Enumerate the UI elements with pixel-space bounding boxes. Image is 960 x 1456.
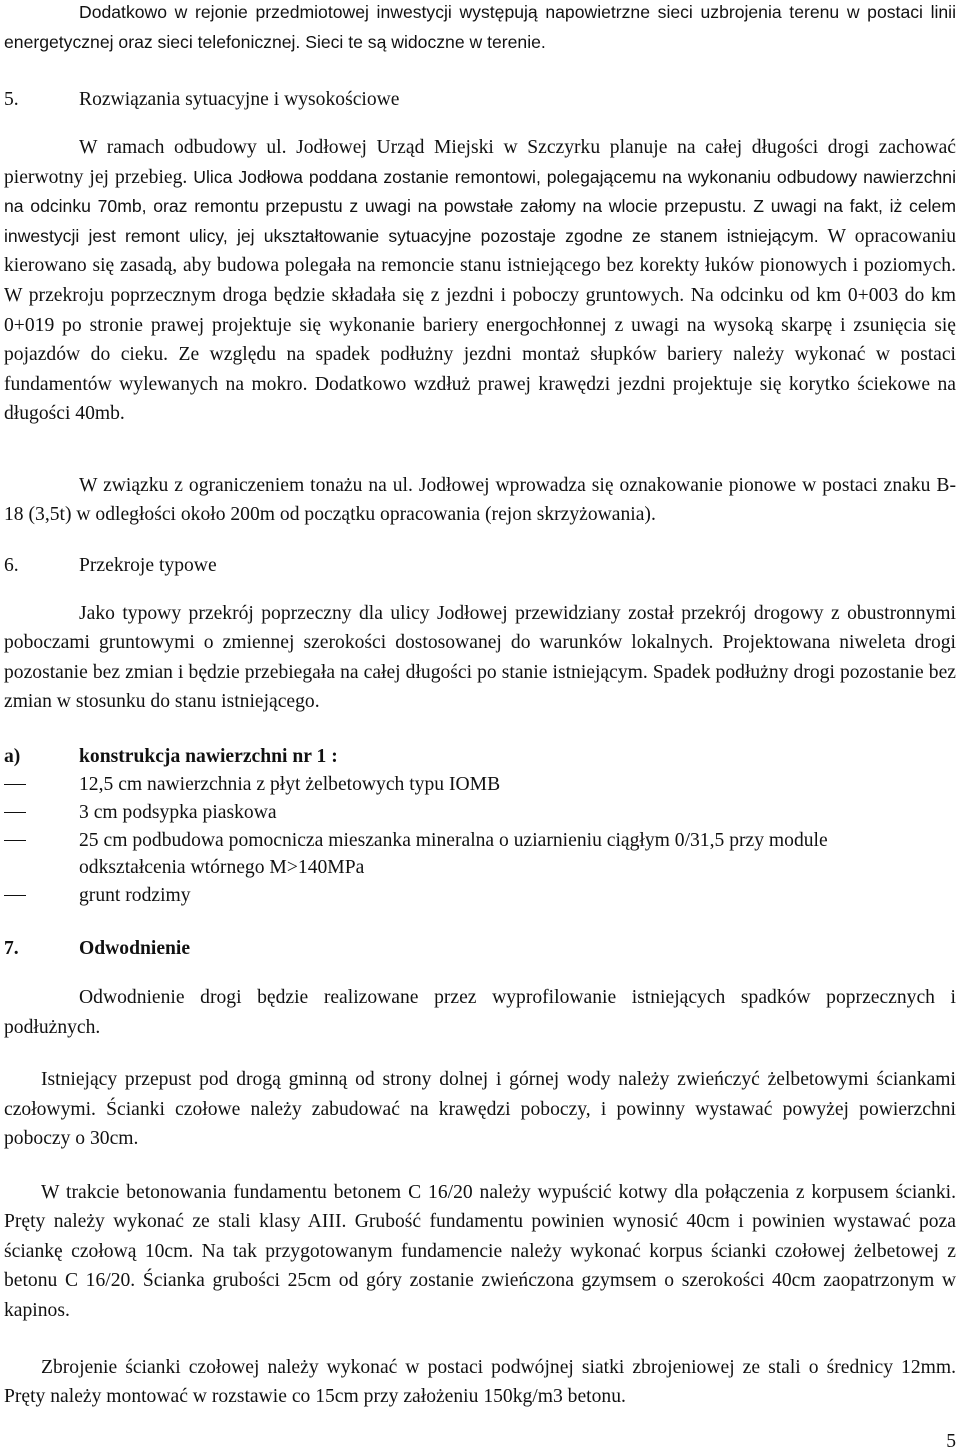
construction-title: konstrukcja nawierzchni nr 1 : xyxy=(79,746,338,767)
construction-label: a) xyxy=(4,746,21,767)
section-5-p1-serif: W ramach odbudowy ul. Jodłowej Urząd Miejski w Szczyrku planuje na całej długości drogi zachować pierwotny jej przebieg. xyxy=(4,137,956,188)
section-6-number: 6. xyxy=(4,555,19,576)
section-5-paragraph-1 xyxy=(4,133,956,429)
dash-bullet-icon xyxy=(4,784,26,785)
section-7-paragraph-4: Zbrojenie ścianki czołowej należy wykonać w postaci podwójnej siatki zbrojeniowej ze stali o średnicy 12mm. Pręty należy montować w rozstawie co 15cm przy założeniu 150kg/m3 betonu. xyxy=(4,1357,956,1408)
dash-bullet-icon xyxy=(4,812,26,813)
dash-bullet-icon xyxy=(4,895,26,896)
layers-list xyxy=(4,771,904,910)
section-7-number: 7. xyxy=(4,938,19,959)
section-5-number: 5. xyxy=(4,89,19,110)
section-5-title: Rozwiązania sytuacyjne i wysokościowe xyxy=(79,89,400,110)
section-5-paragraph-2: W związku z ograniczeniem tonażu na ul. Jodłowej wprowadza się oznakowanie pionowe w postaci znaku B-18 (3,5t) w odległości około 200m od początku opracowania (rejon skrzyżowania). xyxy=(4,475,956,525)
section-5-p1-rest: W opracowaniu kierowano się zasadą, aby budowa polegała na remoncie stanu istniejącego bez korekty łuków pionowych i poziomych. W przekroju poprzecznym droga będzie składała się z jezdni i poboczy gruntowych. Na odcinku od km 0+003 do km 0+019 po stronie prawej projektuje się wykonanie bariery energochłonnej z uwagi na wysoką skarpę i zsunięcia się pojazdów do cieku. Ze względu na spadek podłużny jezdni montaż słupków bariery należy wykonać w postaci fundamentów wylewanych na mokro. Dodatkowo wzdłuż prawej krawędzi jezdni projektuje się korytko ściekowe na długości 40mb. xyxy=(4,225,957,425)
list-item: 25 cm podbudowa pomocnicza mieszanka mineralna o uziarnieniu ciągłym 0/31,5 przy module odkształcenia wtórnego M>140MPa xyxy=(4,827,904,883)
section-5-p1-sans: Ulica Jodłowa poddana zostanie remontowi, polegającemu na wykonaniu odbudowy nawierzchni na odcinku 70mb, oraz remontu przepustu z uwagi na powstałe załomy na wlocie przepustu. Z uwagi na fakt, iż celem inwestycji jest remont ulicy, jej ukształtowanie sytuacyjne pozostaje zgodne ze stanem istniejącym. xyxy=(4,166,956,246)
section-6-paragraph-1: Jako typowy przekrój poprzeczny dla ulicy Jodłowej przewidziany został przekrój drogowy z obustronnymi poboczami gruntowymi o zmiennej szerokości dostosowanej do warunków lokalnych. Projektowana niweleta drogi pozostanie bez zmian i będzie przebiegała na całej długości po stanie istniejącym. Spadek podłużny drogi pozostanie bez zmian w stosunku do stanu istniejącego. xyxy=(4,603,956,713)
list-item: 12,5 cm nawierzchnia z płyt żelbetowych typu IOMB xyxy=(4,771,904,799)
section-7-paragraph-1: Odwodnienie drogi będzie realizowane przez wyprofilowanie istniejących spadków poprzecznych i podłużnych. xyxy=(4,987,956,1038)
section-7-paragraph-3: W trakcie betonowania fundamentu betonem C 16/20 należy wypuścić kotwy dla połączenia z korpusem ścianki. Pręty należy wykonać ze stali klasy AIII. Grubość fundamentu powinien wynosić 40cm i powinien wystawać poza ściankę czołową 10cm. Na tak przygotowanym fundamencie należy wykonać korpus ścianki czołowej żelbetowej z betonu C 16/20. Ścianka grubości 25cm od góry zostanie zwieńczona gzymsem o szerokości 40cm zaopatrzonym w kapinos. xyxy=(4,1182,956,1321)
section-7-paragraph-2: Istniejący przepust pod drogą gminną od strony dolnej i górnej wody należy zwieńczyć żelbetowymi ściankami czołowymi. Ścianki czołowe należy zabudować na krawędzi poboczy, i powinny wystawać powyżej powierzchni poboczy o 30cm. xyxy=(4,1069,956,1150)
section-6-title: Przekroje typowe xyxy=(79,555,217,576)
page-number: 5 xyxy=(946,1431,956,1452)
construction-heading xyxy=(4,743,338,771)
section-7-title: Odwodnienie xyxy=(79,938,191,959)
document-page xyxy=(4,0,956,1456)
intro-paragraph: Dodatkowo w rejonie przedmiotowej inwestycji występują napowietrzne sieci uzbrojenia terenu w postaci linii energetycznej oraz sieci telefonicznej. Sieci te są widoczne w terenie. xyxy=(4,2,956,53)
section-7-heading xyxy=(4,935,190,963)
list-item: grunt rodzimy xyxy=(4,882,904,910)
section-5-heading xyxy=(4,86,399,114)
section-6-heading xyxy=(4,552,217,580)
dash-bullet-icon xyxy=(4,840,26,841)
list-item: 3 cm podsypka piaskowa xyxy=(4,799,904,827)
